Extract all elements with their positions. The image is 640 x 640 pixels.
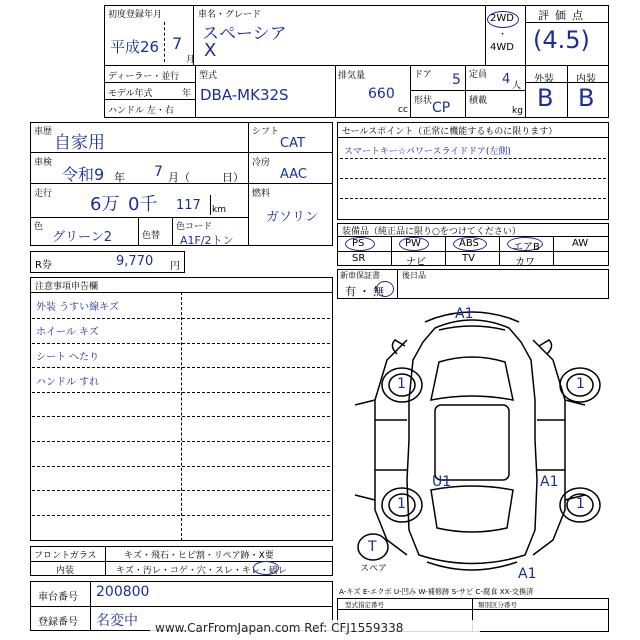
- notes-label: 注意事項申告欄: [35, 282, 99, 292]
- exterior-label: 外装: [534, 74, 554, 85]
- first-reg-label: 初度登録年月: [108, 10, 163, 20]
- capacity-label: 定員: [469, 70, 488, 80]
- model-year-label: モデル年式: [108, 89, 153, 99]
- shift-label: シフト: [252, 127, 280, 137]
- recycle-label: R券: [35, 260, 52, 271]
- type-designation-label: 型式指定番号: [345, 601, 384, 609]
- equip-airbag: エアB: [513, 242, 540, 253]
- aircon-label: 冷房: [252, 158, 271, 168]
- equipment-label: 装備品（純正品に限り○をつけてください）: [342, 227, 521, 237]
- reg-label: 登録番号: [38, 617, 78, 628]
- equip-sr: SR: [352, 253, 366, 264]
- car-grade: X: [204, 40, 217, 61]
- color-code-value: A1F/2トン: [180, 234, 234, 247]
- note-line-4: ハンドル すれ: [36, 377, 100, 388]
- spare-label: スペア: [360, 564, 388, 574]
- damage-mark-bottom: A1: [518, 566, 537, 582]
- door-label: ドア: [414, 70, 432, 80]
- color-label: 色: [34, 222, 44, 232]
- drive-2wd: 2WD: [490, 13, 514, 24]
- inspection-era: 令和9: [62, 165, 105, 184]
- new-car-warranty-label: 新車保証書: [340, 271, 380, 280]
- interior-grade: B: [578, 84, 595, 112]
- doors-value: 5: [452, 72, 461, 88]
- equip-navi: ナビ: [406, 257, 426, 268]
- handle-label: ハンドル 左・右: [108, 106, 174, 116]
- first-reg-era: 平成26: [110, 38, 160, 56]
- sales-point-line-1: スマートキー☆パワースライドドア(左側): [344, 147, 511, 157]
- type-label: 型式: [199, 71, 218, 81]
- mileage-sen: 0千: [128, 194, 158, 215]
- chassis-number: 200800: [96, 584, 150, 600]
- inspection-month: 7: [154, 164, 163, 180]
- shift-value: CAT: [280, 136, 305, 151]
- mileage-hundreds: 117: [176, 198, 201, 213]
- equip-leather: カワ: [515, 257, 535, 268]
- sales-points-label: セールスポイント（正常に機能するものに限ります）: [342, 127, 558, 137]
- mileage-man: 6万: [90, 194, 120, 215]
- chassis-label: 車台番号: [38, 592, 78, 603]
- car-name: スペーシア: [202, 24, 287, 44]
- note-line-1: 外装 うすい線キズ: [36, 302, 119, 313]
- first-reg-month: 7: [172, 34, 183, 53]
- inspection-month-unit: 月（: [168, 171, 190, 184]
- inspection-label: 車検: [34, 158, 53, 168]
- fuel-label: 燃料: [252, 189, 271, 199]
- dealer-label: ディーラー・並行: [108, 72, 180, 82]
- equip-abs: ABS: [459, 238, 479, 249]
- inspection-day-unit: 日）: [222, 171, 244, 184]
- drive-dot: ・: [498, 30, 508, 40]
- shape-value: CP: [432, 100, 451, 116]
- equip-ps: PS: [352, 238, 365, 249]
- exterior-grade: B: [537, 84, 554, 112]
- vehicle-type-value: 自家用: [54, 133, 105, 153]
- color-value: グリーン2: [52, 230, 113, 245]
- reg-value: 名変中: [96, 613, 138, 629]
- aircon-value: AAC: [280, 167, 307, 182]
- color-change-label: 色替: [142, 231, 161, 241]
- interior-options: キズ・汚レ・コゲ・穴・スレ・キレ・破レ: [116, 566, 287, 576]
- damage-mark-left-front-tire: 1: [397, 376, 406, 392]
- recycle-unit: 円: [170, 261, 180, 272]
- recycle-amount: 9,770: [116, 254, 154, 269]
- watermark: www.CarFromJapan.com Ref: CFJ1559338: [155, 621, 404, 635]
- warranty-value: 有・無: [345, 285, 387, 298]
- capacity-unit: 人: [512, 81, 522, 91]
- car-name-label: 車名・グレード: [198, 10, 262, 20]
- damage-mark-right-front-tire: 1: [576, 376, 585, 392]
- displacement-label: 排気量: [338, 71, 366, 81]
- damage-mark-right-side: A1: [540, 474, 559, 490]
- score-label: 評価点: [538, 9, 589, 22]
- damage-mark-top: A1: [455, 306, 474, 322]
- records-label: 後日品: [402, 271, 426, 280]
- model-year-unit: 年: [182, 89, 192, 99]
- mileage-label: 走行: [34, 189, 53, 199]
- windshield-label: フロントガラス: [34, 551, 97, 561]
- capacity-value: 4: [502, 72, 511, 87]
- interior-label-bottom: 内装: [56, 566, 75, 576]
- color-code-label: 色コード: [176, 222, 213, 232]
- recycle-box: [30, 251, 185, 273]
- load-unit: kg: [512, 106, 523, 116]
- equip-pw: PW: [405, 238, 421, 249]
- interior-label: 内装: [576, 74, 596, 85]
- class-number-label: 類別区分番号: [478, 601, 517, 609]
- first-reg-month-unit: 月: [186, 55, 196, 65]
- damage-mark-left-rear-tire: 1: [397, 496, 406, 512]
- interior-sure-circle: [253, 561, 279, 575]
- equip-aw: AW: [572, 238, 589, 249]
- damage-mark-left-side: U1: [432, 474, 452, 490]
- displacement-value: 660: [368, 86, 395, 102]
- equip-tv: TV: [462, 253, 475, 264]
- note-line-3: シート へたり: [36, 352, 100, 363]
- score-value: (4.5): [533, 26, 590, 54]
- damage-mark-right-rear-tire: 1: [576, 496, 585, 512]
- displacement-unit: cc: [398, 105, 408, 115]
- inspection-year-unit: 年: [114, 171, 125, 184]
- fuel-value: ガソリン: [266, 210, 319, 225]
- drive-4wd: 4WD: [490, 42, 514, 53]
- windshield-options: キズ・飛石・ヒビ割・リペア跡・X要: [124, 551, 274, 561]
- shape-label: 形状: [414, 96, 433, 106]
- note-line-2: ホイール キズ: [36, 327, 99, 338]
- spare-mark: T: [368, 539, 377, 555]
- type-value: DBA-MK32S: [200, 86, 289, 104]
- damage-legend: A-キズ E-エクボ U-凹み W-補修跡 S-サビ C-腐食 XX-交換済: [339, 587, 534, 596]
- vehicle-type-label: 車歴: [34, 127, 53, 137]
- load-label: 積載: [469, 96, 488, 106]
- warranty-none-circle: [376, 281, 394, 297]
- mileage-unit: km: [212, 205, 226, 215]
